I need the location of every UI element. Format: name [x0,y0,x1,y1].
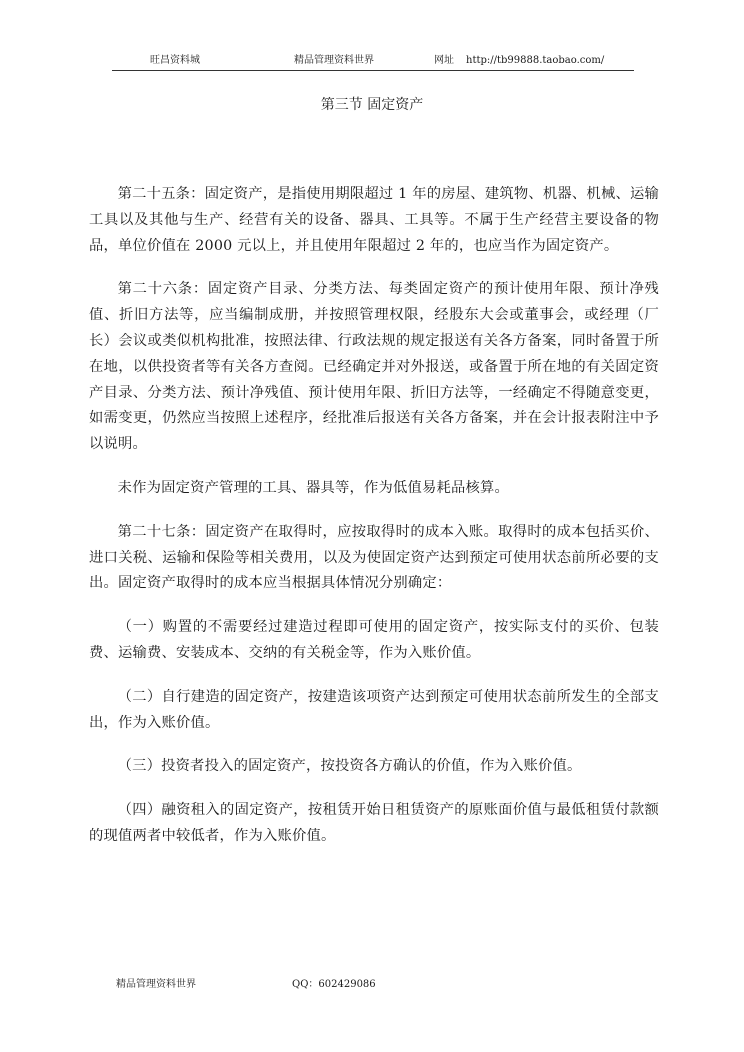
document-body [89,182,659,868]
footer-site-name: 精品管理资料世界 [116,979,196,990]
header-site-name: 精品管理资料世界 [294,55,374,66]
paragraph-low-value-items: 未作为固定资产管理的工具、器具等，作为低值易耗品核算。 [117,479,510,496]
paragraph-item-4: （四）融资租入的固定资产，按租赁开始日租赁资产的原账面价值与最低租赁付款额的现值两者中较低者，作为入账价值。 [89,802,659,844]
header-shop-name: 旺昌资料城 [150,55,200,66]
header-url-label: 网址 [434,55,454,66]
header-url: http://tb99888.taobao.com/ [466,55,605,66]
paragraph-article-27: 第二十七条：固定资产在取得时，应按取得时的成本入账。取得时的成本包括买价、进口关税、运输和保险等相关费用，以及为使固定资产达到预定可使用状态前所必要的支出。固定资产取得时的成本应当根据具体情况分别确定： [89,523,659,592]
footer-qq: QQ：602429086 [292,979,376,990]
paragraph-item-1: （一）购置的不需要经过建造过程即可使用的固定资产，按实际支付的买价、包装费、运输费、安装成本、交纳的有关税金等，作为入账价值。 [89,619,659,661]
page-header [112,52,634,71]
paragraph-article-26: 第二十六条：固定资产目录、分类方法、每类固定资产的预计使用年限、预计净残值、折旧方法等，应当编制成册，并按照管理权限，经股东大会或董事会，或经理（厂长）会议或类似机构批准，按照法律、行政法规的规定报送有关各方备案，同时备置于所在地，以供投资者等有关各方查阅。已经确定并对外报送，或备置于所在地的有关固定资产目录、分类方法、预计净残值、预计使用年限、折旧方法等，一经确定不得随意变更，如需变更，仍然应当按照上述程序，经批准后报送有关各方备案，并在会计报表附注中予以说明。 [89,281,659,453]
paragraph-item-3: （三）投资者投入的固定资产，按投资各方确认的价值，作为入账价值。 [117,758,582,775]
section-title: 第三节 固定资产 [320,97,424,113]
paragraph-article-25: 第二十五条：固定资产，是指使用期限超过 1 年的房屋、建筑物、机器、机械、运输工具以及其他与生产、经营有关的设备、器具、工具等。不属于生产经营主要设备的物品，单位价值在 2000 元以上，并且使用年限超过 2 年的，也应当作为固定资产。 [89,186,659,254]
paragraph-item-2: （二）自行建造的固定资产，按建造该项资产达到预定可使用状态前所发生的全部支出，作为入账价值。 [89,688,659,731]
